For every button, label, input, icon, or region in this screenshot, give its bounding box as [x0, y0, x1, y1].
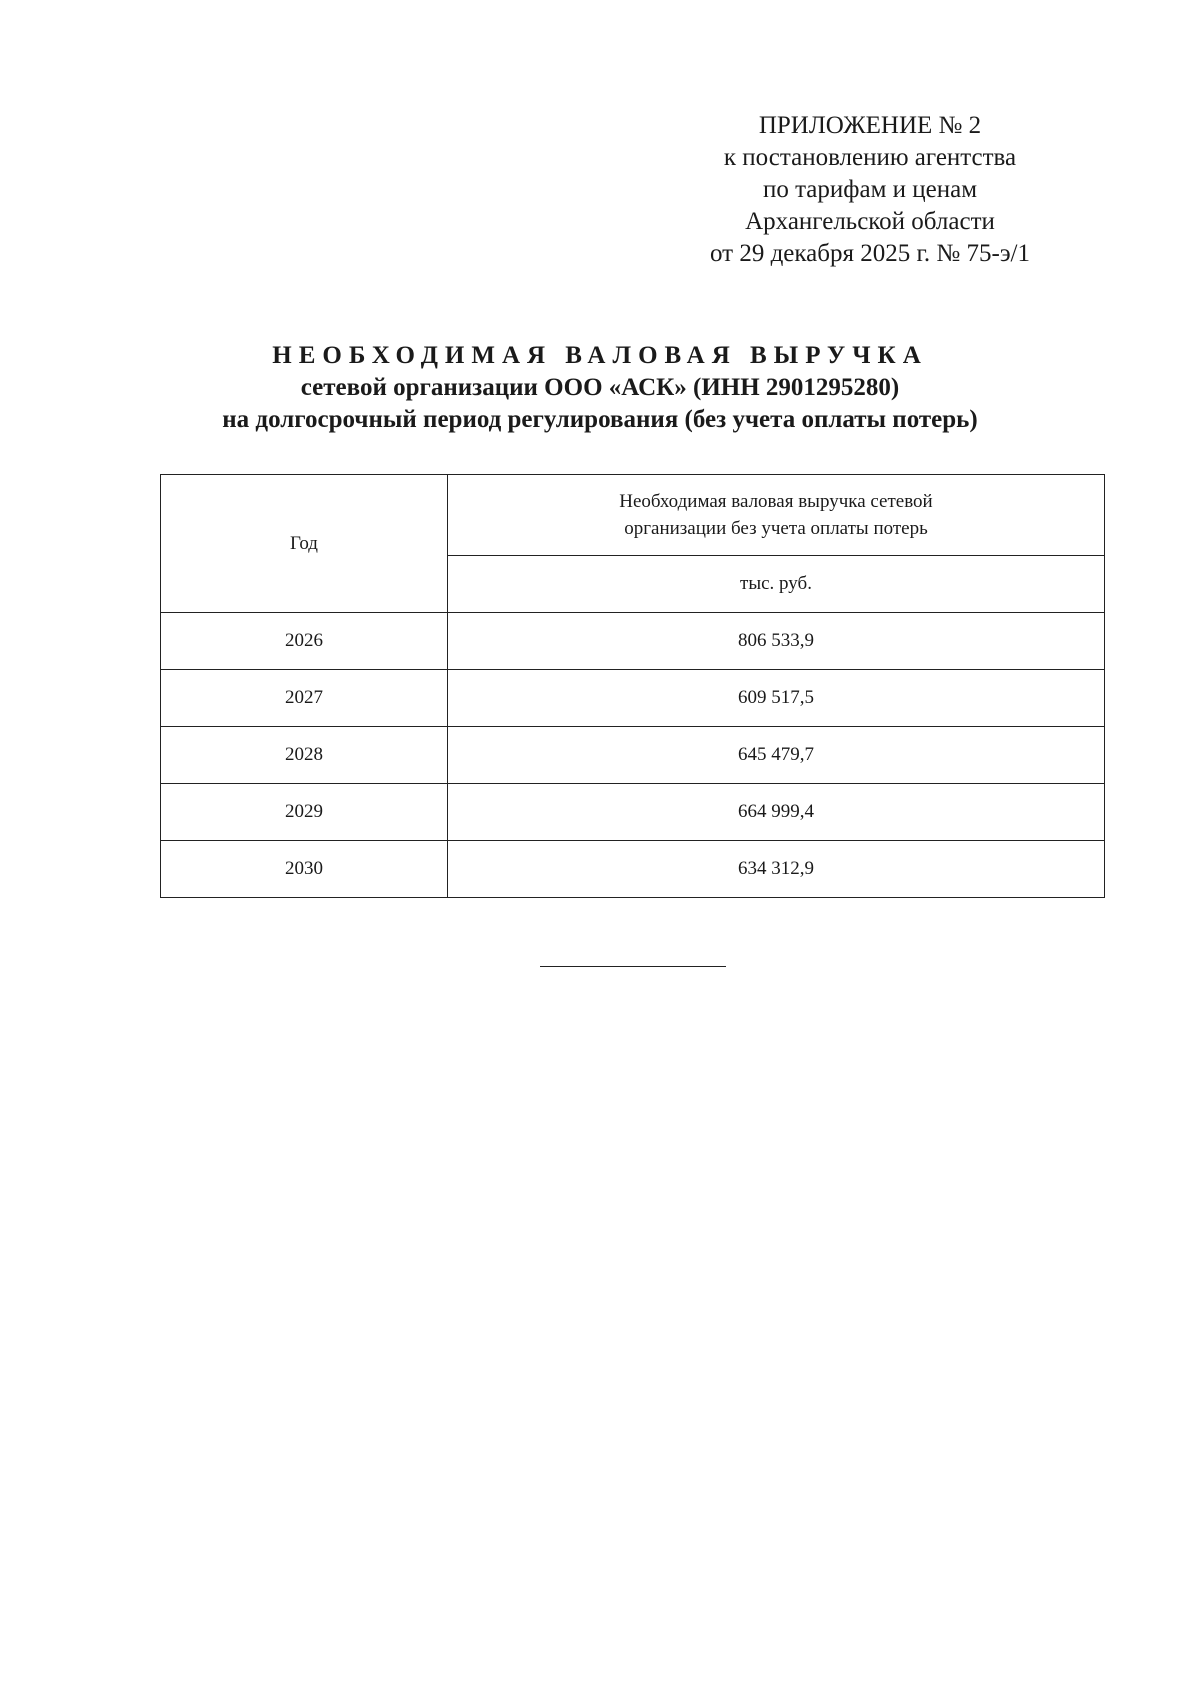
revenue-table [160, 474, 1105, 898]
title-organization: сетевой организации ООО «АСК» (ИНН 2901295280) [300, 374, 900, 401]
cell-value: 664 999,4 [448, 784, 1105, 841]
appendix-ref-line: по тарифам и ценам [762, 176, 978, 203]
title-period: на долгосрочный период регулирования (без учета оплаты потерь) [222, 406, 978, 433]
table-row [161, 727, 1105, 784]
cell-value: 645 479,7 [448, 727, 1105, 784]
header-unit: тыс. руб. [448, 556, 1105, 613]
document-title [100, 340, 1100, 436]
header-revenue-line: организации без учета оплаты потерь [624, 518, 928, 539]
cell-year: 2029 [161, 784, 448, 841]
cell-year: 2030 [161, 841, 448, 898]
appendix-number: ПРИЛОЖЕНИЕ № 2 [758, 112, 982, 139]
header-revenue [448, 475, 1105, 556]
cell-value: 806 533,9 [448, 613, 1105, 670]
cell-year: 2026 [161, 613, 448, 670]
cell-value: 609 517,5 [448, 670, 1105, 727]
header-year: Год [161, 475, 448, 613]
cell-year: 2027 [161, 670, 448, 727]
title-main: НЕОБХОДИМАЯ ВАЛОВАЯ ВЫРУЧКА [272, 342, 928, 369]
table-row [161, 784, 1105, 841]
end-divider [540, 966, 726, 967]
table-row [161, 613, 1105, 670]
appendix-header [660, 110, 1080, 270]
appendix-ref-line: к постановлению агентства [723, 144, 1017, 171]
cell-year: 2028 [161, 727, 448, 784]
appendix-date: от 29 декабря 2025 г. № 75-э/1 [709, 240, 1031, 267]
cell-value: 634 312,9 [448, 841, 1105, 898]
table-row [161, 841, 1105, 898]
table-header-row [161, 475, 1105, 556]
header-revenue-line: Необходимая валовая выручка сетевой [619, 491, 933, 512]
table-row [161, 670, 1105, 727]
appendix-ref-line: Архангельской области [745, 208, 995, 235]
